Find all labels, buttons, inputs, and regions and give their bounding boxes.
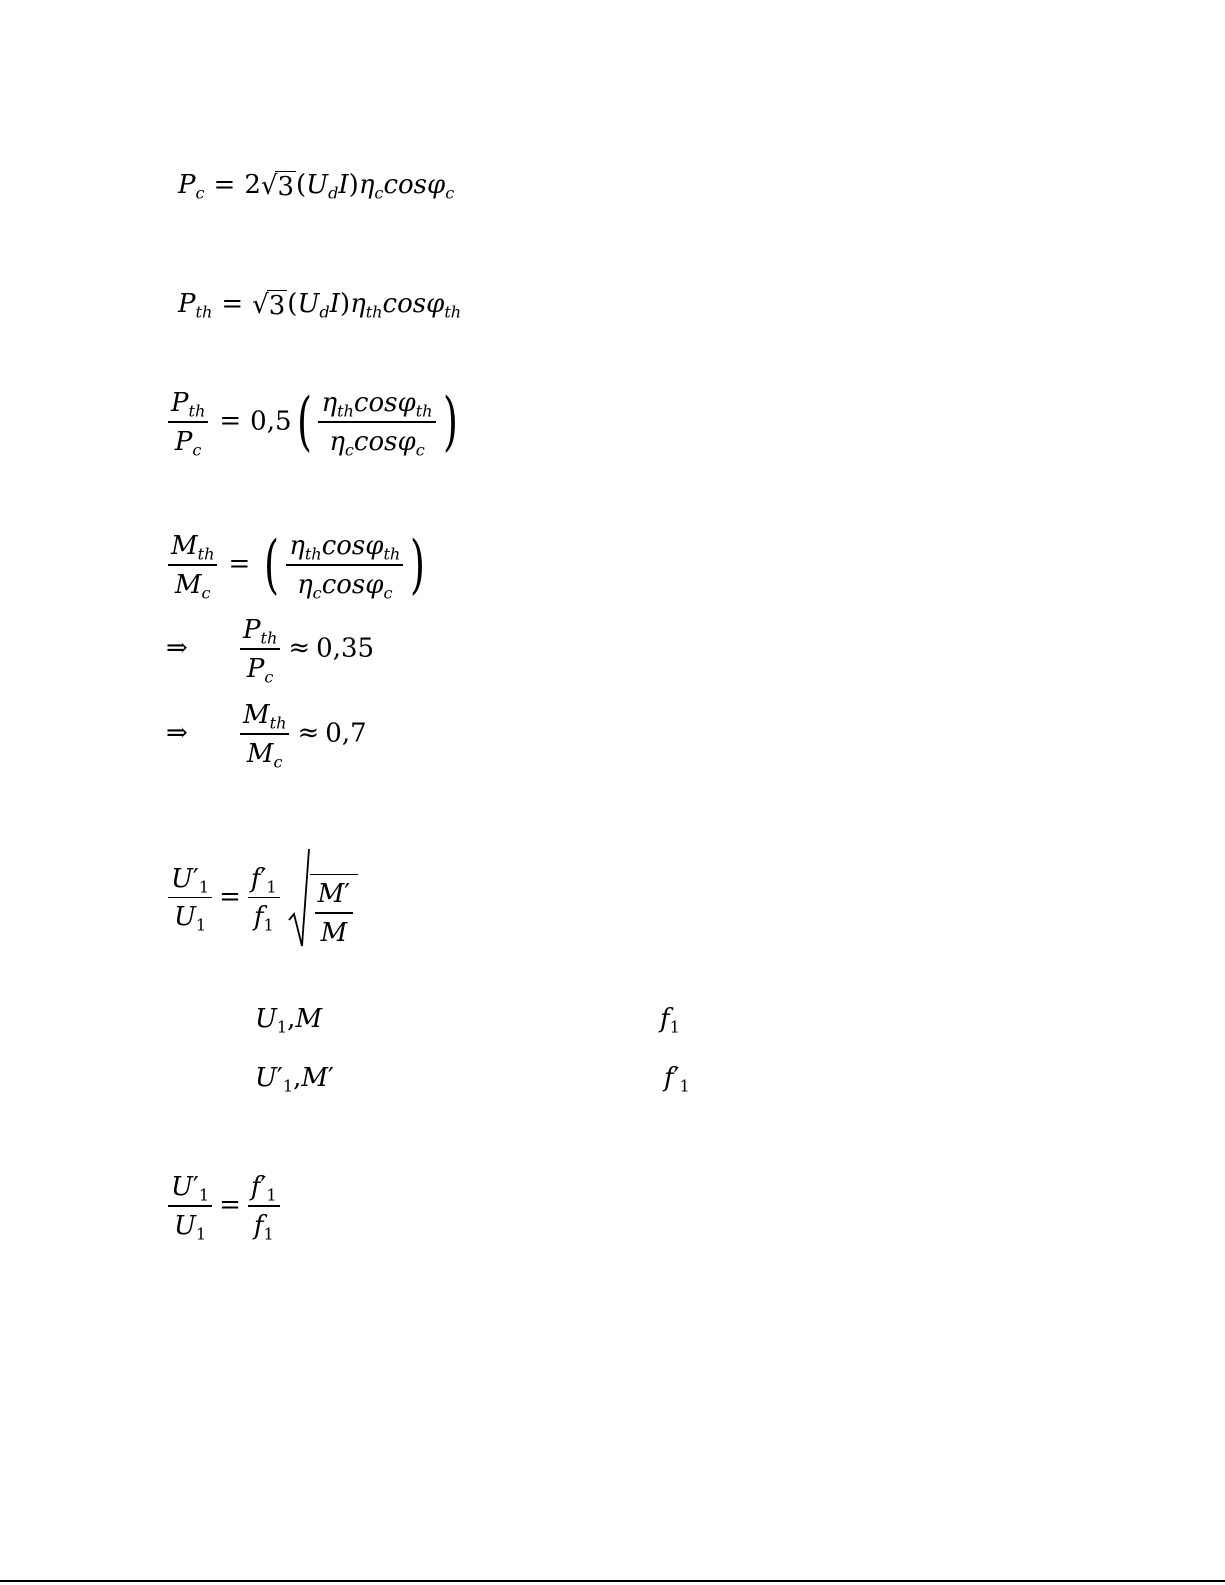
fraction-f1p-f1: $\frac{f'_1}{f_1}$ [248, 1172, 280, 1241]
fraction-efficiency: $\frac{\eta_{th}\cos\varphi_{th}}{\eta_c\cos\varphi_c}$ [286, 531, 403, 600]
equation-nominal-values: $U_1,M$ [255, 1004, 323, 1037]
fraction-mth-mc: $\frac{M_{th}}{M_c}$ [240, 700, 289, 769]
equation-power-approx: ⇒ $\frac{P_{th}}{P_c}$ ≈ 0,35 [166, 615, 375, 687]
frequency-nominal: $f_1$ [660, 1004, 680, 1037]
fraction-u1p-u1: $\frac{U'_1}{U_1}$ [168, 1172, 212, 1241]
sqrt-three: √ 3 [260, 170, 294, 202]
radical-sign [288, 848, 310, 948]
fraction-u1p-u1: $\frac{U'_1}{U_1}$ [168, 864, 212, 933]
fraction-pth-pc: $\frac{P_{th}}{P_c}$ [168, 388, 208, 457]
fraction-mth-mc: $\frac{M_{th}}{M_c}$ [168, 531, 217, 600]
sqrt-three: √ 3 [252, 289, 286, 321]
fraction-f1p-f1: $\frac{f'_1}{f_1}$ [248, 864, 280, 933]
square-root [288, 848, 359, 948]
coefficient-value: 0,5 [250, 406, 292, 437]
equation-torque-ratio: $\frac{M_{th}}{M_c}$ = ( $\frac{\eta_{th}\cos\varphi_{th}}{\eta_c\cos\varphi_c}$ ) [166, 531, 430, 600]
equation-pc: $P_c = 2$ √ 3 $(U_dI)\eta_c\cos\varphi_c$ [178, 170, 455, 203]
implies-arrow: ⇒ [166, 718, 188, 749]
equation-pth: $P_{th}$ = √ 3 $(U_dI)\eta_{th}\cos\varphi_{th}$ [178, 289, 462, 322]
equation-new-values: $U'_1,M'$ [255, 1063, 334, 1096]
symbol-p: P [178, 170, 196, 200]
equation-voltage-frequency: $\frac{U'_1}{U_1}$ = $\frac{f'_1}{f_1}$ [166, 1172, 282, 1241]
frequency-new: $f'_1$ [664, 1063, 690, 1096]
implies-arrow: ⇒ [166, 633, 188, 664]
equation-torque-approx: ⇒ $\frac{M_{th}}{M_c}$ ≈ 0,7 [166, 700, 367, 772]
fraction-pth-pc: $\frac{P_{th}}{P_c}$ [240, 615, 280, 684]
equation-power-ratio: $\frac{P_{th}}{P_c}$ = 0,5( $\frac{\eta_{th}\cos\varphi_{th}}{\eta_c\cos\varphi_c}$ ) [166, 388, 463, 457]
fraction-efficiency: $\frac{\eta_{th}\cos\varphi_{th}}{\eta_c\cos\varphi_c}$ [318, 388, 435, 457]
page-bottom-border [0, 1580, 1225, 1582]
equation-voltage-frequency-torque: $\frac{U'_1}{U_1}$ = $\frac{f'_1}{f_1}$ $\frac{M'}{M}$ [166, 848, 358, 948]
fraction-mp-m: $\frac{M'}{M}$ [315, 879, 354, 948]
